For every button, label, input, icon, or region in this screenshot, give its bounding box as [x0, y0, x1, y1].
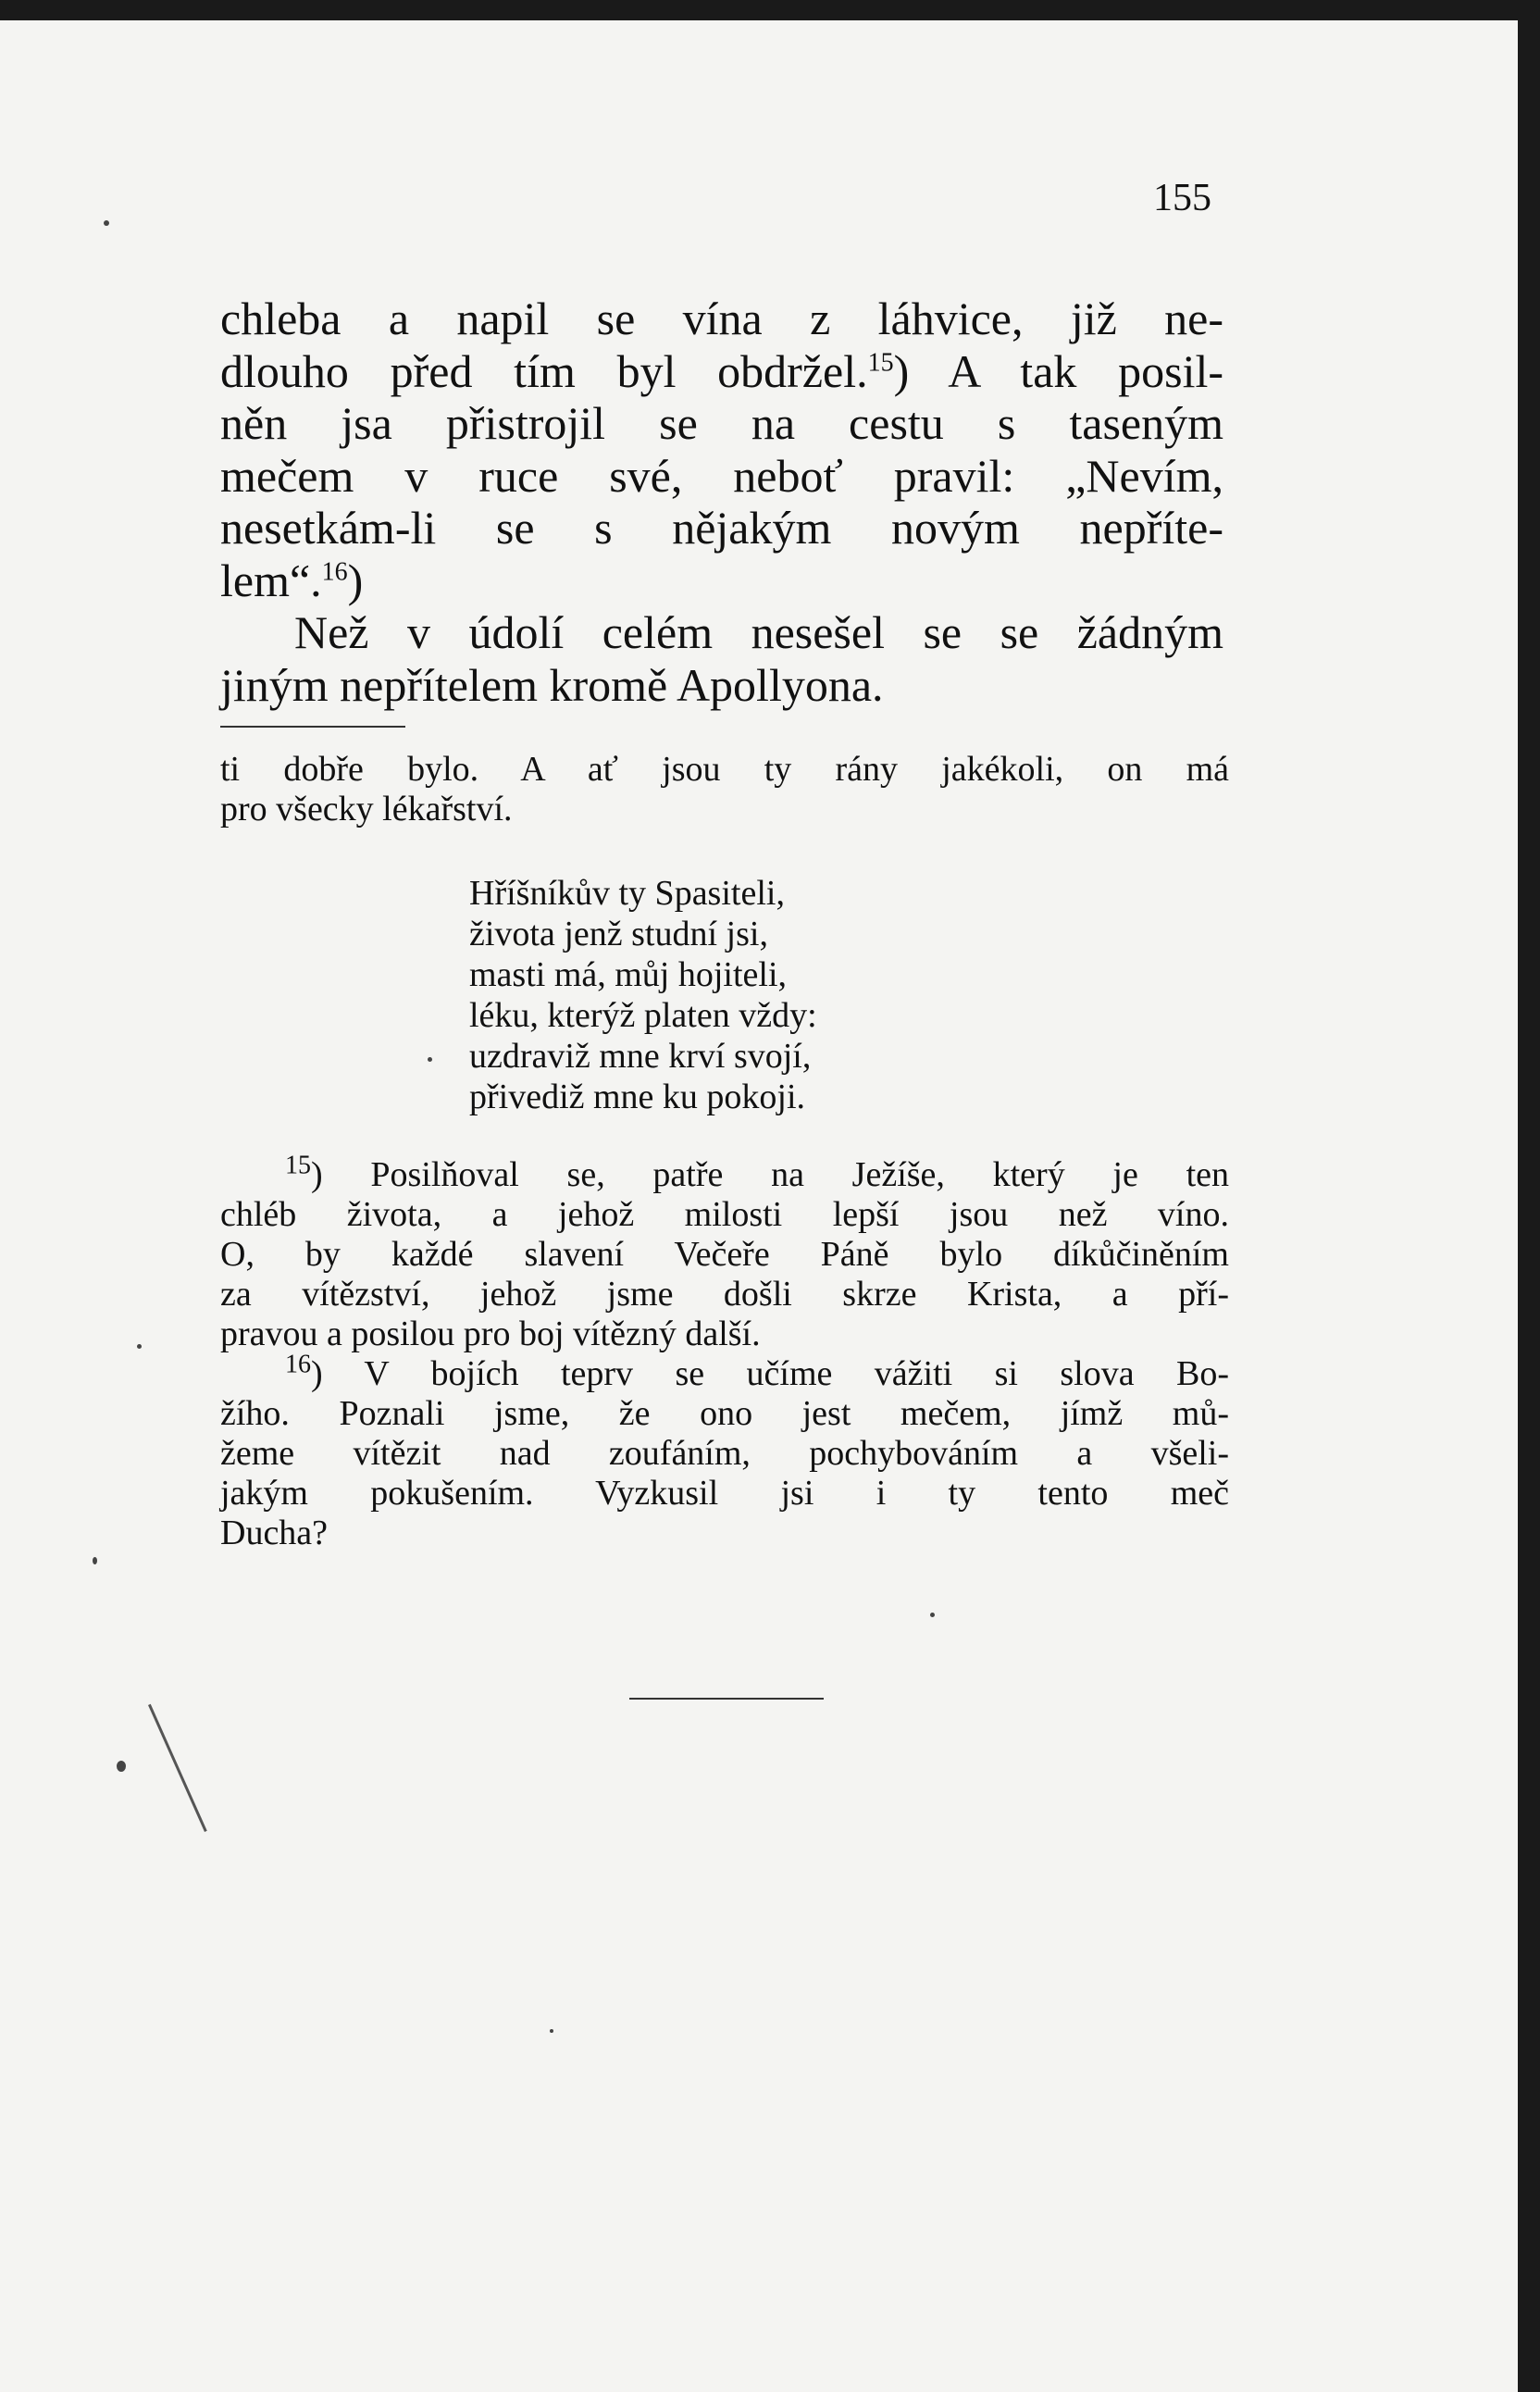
footnote-mark: 15 [285, 1151, 311, 1180]
text-fragment: ) Posilňoval se, patře na Ježíše, který je ten [311, 1155, 1229, 1194]
footnote-ref: 15 [867, 347, 894, 377]
main-paragraph-2 [220, 606, 1223, 711]
text-line [220, 1350, 1229, 1394]
text-line: ti dobře bylo. A ať jsou ty rány jakékoli, on má [220, 750, 1229, 789]
verse-line: života jenž studní jsi, [469, 915, 768, 953]
hymn-verse [469, 873, 817, 1117]
text-line: žího. Poznali jsme, že ono jest mečem, jímž mů- [220, 1394, 1229, 1433]
verse-line: léku, kterýž platen vždy: [469, 996, 817, 1035]
verse-line: přivediž mne ku pokoji. [469, 1078, 806, 1116]
book-page [0, 20, 1518, 2392]
footnote-ref: 16 [321, 556, 348, 586]
main-paragraph-1 [220, 293, 1223, 606]
text-fragment: ) V bojích teprv se učíme vážiti si slova Bo- [311, 1354, 1229, 1393]
text-fragment: dlouho před tím byl obdržel. [220, 344, 868, 397]
text-fragment: ) [347, 554, 364, 606]
text-fragment: ) A tak posil- [893, 344, 1224, 397]
text-line: Než v údolí celém nesešel se se žádným [294, 606, 1223, 658]
footnote-mark: 16 [285, 1350, 311, 1379]
text-line: Ducha? [220, 1514, 329, 1552]
text-line: O, by každé slavení Večeře Páně bylo díkůčiněním [220, 1235, 1229, 1274]
verse-line: uzdraviž mne krví svojí, [469, 1037, 812, 1076]
text-line: nesetkám-li se s nějakým novým nepříte- [220, 502, 1223, 554]
verse-line: masti má, můj hojiteli, [469, 955, 788, 994]
footnote-separator [220, 726, 405, 728]
scan-speck [117, 1761, 126, 1772]
text-line: pravou a posilou pro boj vítězný další. [220, 1314, 761, 1353]
text-line: pro všecky lékařství. [220, 790, 513, 828]
page-number: 155 [1153, 177, 1211, 219]
text-fragment: lem“. [220, 554, 322, 606]
scan-speck [428, 1057, 432, 1062]
scan-speck [93, 1557, 97, 1564]
scan-speck [930, 1613, 935, 1617]
text-line: chléb života, a jehož milosti lepší jsou než víno. [220, 1195, 1229, 1234]
text-line: jiným nepřítelem kromě Apollyona. [220, 658, 884, 711]
text-line: něn jsa přistrojil se na cestu s taseným [220, 397, 1223, 449]
text-line [220, 1151, 1229, 1195]
text-line [220, 345, 1223, 398]
footnote-15 [220, 1151, 1229, 1354]
text-line: mečem v ruce své, neboť pravil: „Nevím, [220, 449, 1223, 502]
text-line: žeme vítězit nad zoufáním, pochybováním a všeli- [220, 1434, 1229, 1473]
scan-speck [550, 2029, 553, 2033]
text-line: chleba a napil se vína z láhvice, již ne- [220, 293, 1223, 344]
end-rule [629, 1698, 824, 1700]
binding-mark [148, 1704, 207, 1832]
text-line: za vítězství, jehož jsme došli skrze Krista, a pří- [220, 1275, 1229, 1314]
text-line [220, 554, 1223, 607]
text-line: jakým pokušením. Vyzkusil jsi i ty tento meč [220, 1474, 1229, 1513]
footnote-continuation [220, 750, 1229, 829]
scan-speck [104, 220, 109, 226]
main-text [220, 293, 1223, 711]
verse-line: Hříšníkův ty Spasiteli, [469, 874, 785, 913]
scan-speck [137, 1344, 142, 1349]
footnotes [220, 1151, 1229, 1553]
footnote-16 [220, 1350, 1229, 1553]
